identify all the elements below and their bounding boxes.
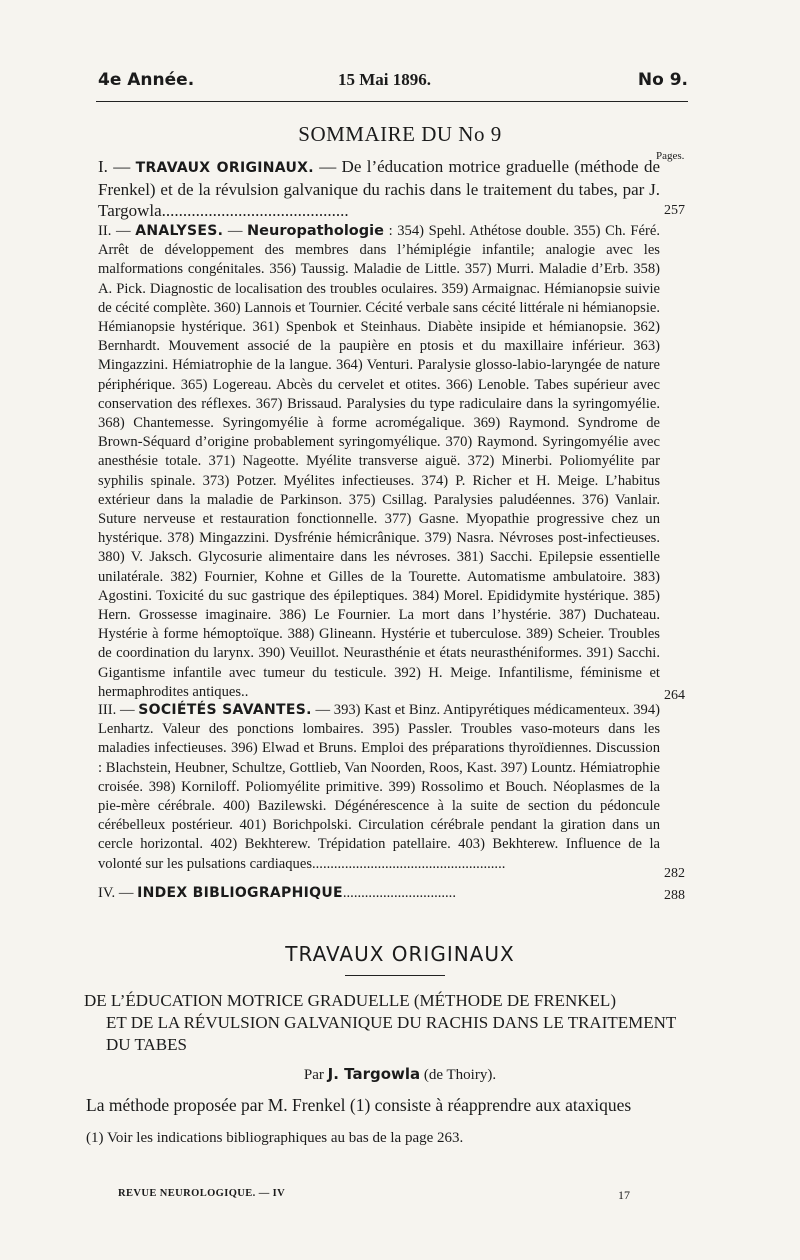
footer-journal: REVUE NEUROLOGIQUE. — IV (118, 1188, 286, 1199)
toc-number: III. — (98, 702, 135, 718)
toc-section-3 (98, 701, 660, 874)
toc-heading: SOCIÉTÉS SAVANTES. (138, 702, 312, 718)
article-title-line-1: DE L’ÉDUCATION MOTRICE GRADUELLE (MÉTHODE DE FRENKEL) (84, 991, 616, 1010)
article-title-line-2: ET DE LA RÉVULSION GALVANIQUE DU RACHIS DANS LE TRAITEMENT DU TABES (106, 1013, 676, 1054)
toc-text: : 354) Spehl. Athétose double. 355) Ch. Féré. Arrêt de développement des membres dans l’hémiplégie infantile; analogie avec les malformations congénitales. 356) Taussig. Maladie de Little. 357) Murri. Maladie d’Erb. 358) A. Pick. Diagnostic de localisation des troubles oculaires. 359) Armaignac. Hémianopsie suivie de cécité complète. 360) Lannois et Tournier. Cécité verbale sans cécité littérale ni hémianopsie. Hémianopsie hystérique. 361) Spenbok et Steinhaus. Diabète insipide et hémianopsie. 362) Bernhardt. Mouvement associé de la paupière en ptosis et du maxillaire inférieur. 363) Mingazzini. Hémiatrophie de la langue. 364) Venturi. Paralysie glosso-labio-laryngée de nature périphérique. 365) Logereau. Abcès du cervelet et otites. 366) Lenoble. Tabes supérieur avec conservation des réflexes. 367) Brissaud. Paralysies du type radiculaire dans la syringomyélie. 368) Chantemesse. Syringomyélie à forme acromégalique. 369) Raymond. Syndrome de Brown-Séquard d’origine probablement syringomyélique. 370) Raymond. Syringomyélie avec anesthésie totale. 371) Nageotte. Myélite transverse aiguë. 372) Minerbi. Poliomyélite par syphilis spinale. 373) Potzer. Myélites infectieuses. 374) P. Richer et H. Meige. L’habitus extérieur dans la maladie de Parkinson. 375) Csillag. Paralysies paludéennes. 376) Vanlair. Suture nerveuse et restauration fonctionnelle. 377) Gasne. Myopathie progressive chez un hystérique. 378) Mingazzini. Dysfrénie hémicrânique. 379) Nasra. Névroses post-infectieuses. 380) V. Jaksch. Glycosurie alimentaire dans les névroses. 381) Sacchi. Epilepsie essentielle unilatérale. 382) Fournier, Kohne et Gilles de la Tourette. Automatisme ambulatoire. 383) Agostini. Toxicité du suc gastrique des épileptiques. 384) Morel. Epididymite hystérique. 385) Hern. Grossesse imaginaire. 386) Le Fournier. La mort dans l’hystérie. 387) Duchateau. Hystérie à forme hémoptoïque. 388) Glineann. Hystérie et tuberculose. 389) Scheier. Troubles de coordination du larynx. 390) Veuillot. Neurasthénie et états neurasthéniformes. 391) Sacchi. Gigantisme infantile avec tumeur du testicule. 392) H. Meige. Infantilisme, féminisme et hermaphrodites antiques.. (98, 223, 660, 700)
running-header (98, 70, 688, 98)
toc-number: IV. — (98, 885, 134, 901)
footnote: (1) Voir les indications bibliographiques au bas de la page 263. (86, 1130, 464, 1146)
header-issue: No 9. (637, 70, 688, 90)
toc-text: ............................... (342, 885, 456, 901)
toc-number: II. — (98, 223, 131, 239)
toc-subheading: Neuropathologie (247, 223, 384, 239)
pages-label: Pages. (656, 150, 685, 162)
toc-text: — 393) Kast et Binz. Antipyrétiques médicamenteux. 394) Lenhartz. Valeur des ponctions lombaires. 395) Passler. Troubles vaso-moteurs dans les maladies infectieuses. 396) Elwad et Bruns. Emploi des préparations thyroïdiennes. Discussion : Blachstein, Heubner, Schultze, Gottlieb, Van Noorden, Roos, Kast. 397) Lountz. Hémiatrophie croisée. 398) Korniloff. Poliomyélite primitive. 399) Rossolimo et Bouch. Néoplasmes de la pie-mère cérébrale. 400) Bazilewski. Dégénérescence à la suite de section du pédoncule cérébelleux postérieur. 401) Borichpolski. Circulation cérébrale pendant la giration dans un cercle horizontal. 402) Bekhterew. Trépidation patellaire. 403) Bekhterew. Influence de la volonté sur les pulsations cardiaques..................................................... (98, 702, 660, 872)
toc-section-4 (98, 884, 660, 903)
toc-section-1 (98, 156, 660, 221)
header-date: 15 Mai 1896. (338, 70, 432, 89)
footer-page-number: 17 (618, 1188, 630, 1202)
toc-text: — De l’éducation motrice graduelle (méthode de Frenkel) et de la révulsion galvanique du rachis dans le traitement du tabes, par J. Targowla............................................ (98, 157, 660, 220)
byline-prefix: Par (303, 1067, 324, 1083)
summary-title: SOMMAIRE DU No 9 (298, 122, 502, 146)
toc-heading: TRAVAUX ORIGINAUX. (135, 160, 314, 176)
section-rule (345, 975, 445, 976)
toc-section-2 (98, 222, 660, 702)
header-year: 4e Année. (98, 70, 195, 90)
toc-dash: — (223, 223, 248, 239)
toc-page-1: 257 (664, 203, 685, 218)
article-title (84, 990, 686, 1056)
author-name: J. Targowla (327, 1065, 421, 1083)
toc-page-4: 288 (664, 888, 685, 903)
toc-heading: INDEX BIBLIOGRAPHIQUE (137, 885, 343, 901)
section-title: TRAVAUX ORIGINAUX (285, 942, 515, 966)
byline (0, 1065, 800, 1084)
author-affiliation: (de Thoiry). (423, 1067, 497, 1083)
toc-heading: ANALYSES. (135, 223, 224, 239)
article-first-line: La méthode proposée par M. Frenkel (1) consiste à réapprendre aux ataxiques (86, 1095, 632, 1115)
toc-page-3: 282 (664, 866, 685, 881)
toc-page-2: 264 (664, 688, 685, 703)
header-rule (96, 101, 688, 102)
toc-number: I. — (98, 157, 131, 176)
